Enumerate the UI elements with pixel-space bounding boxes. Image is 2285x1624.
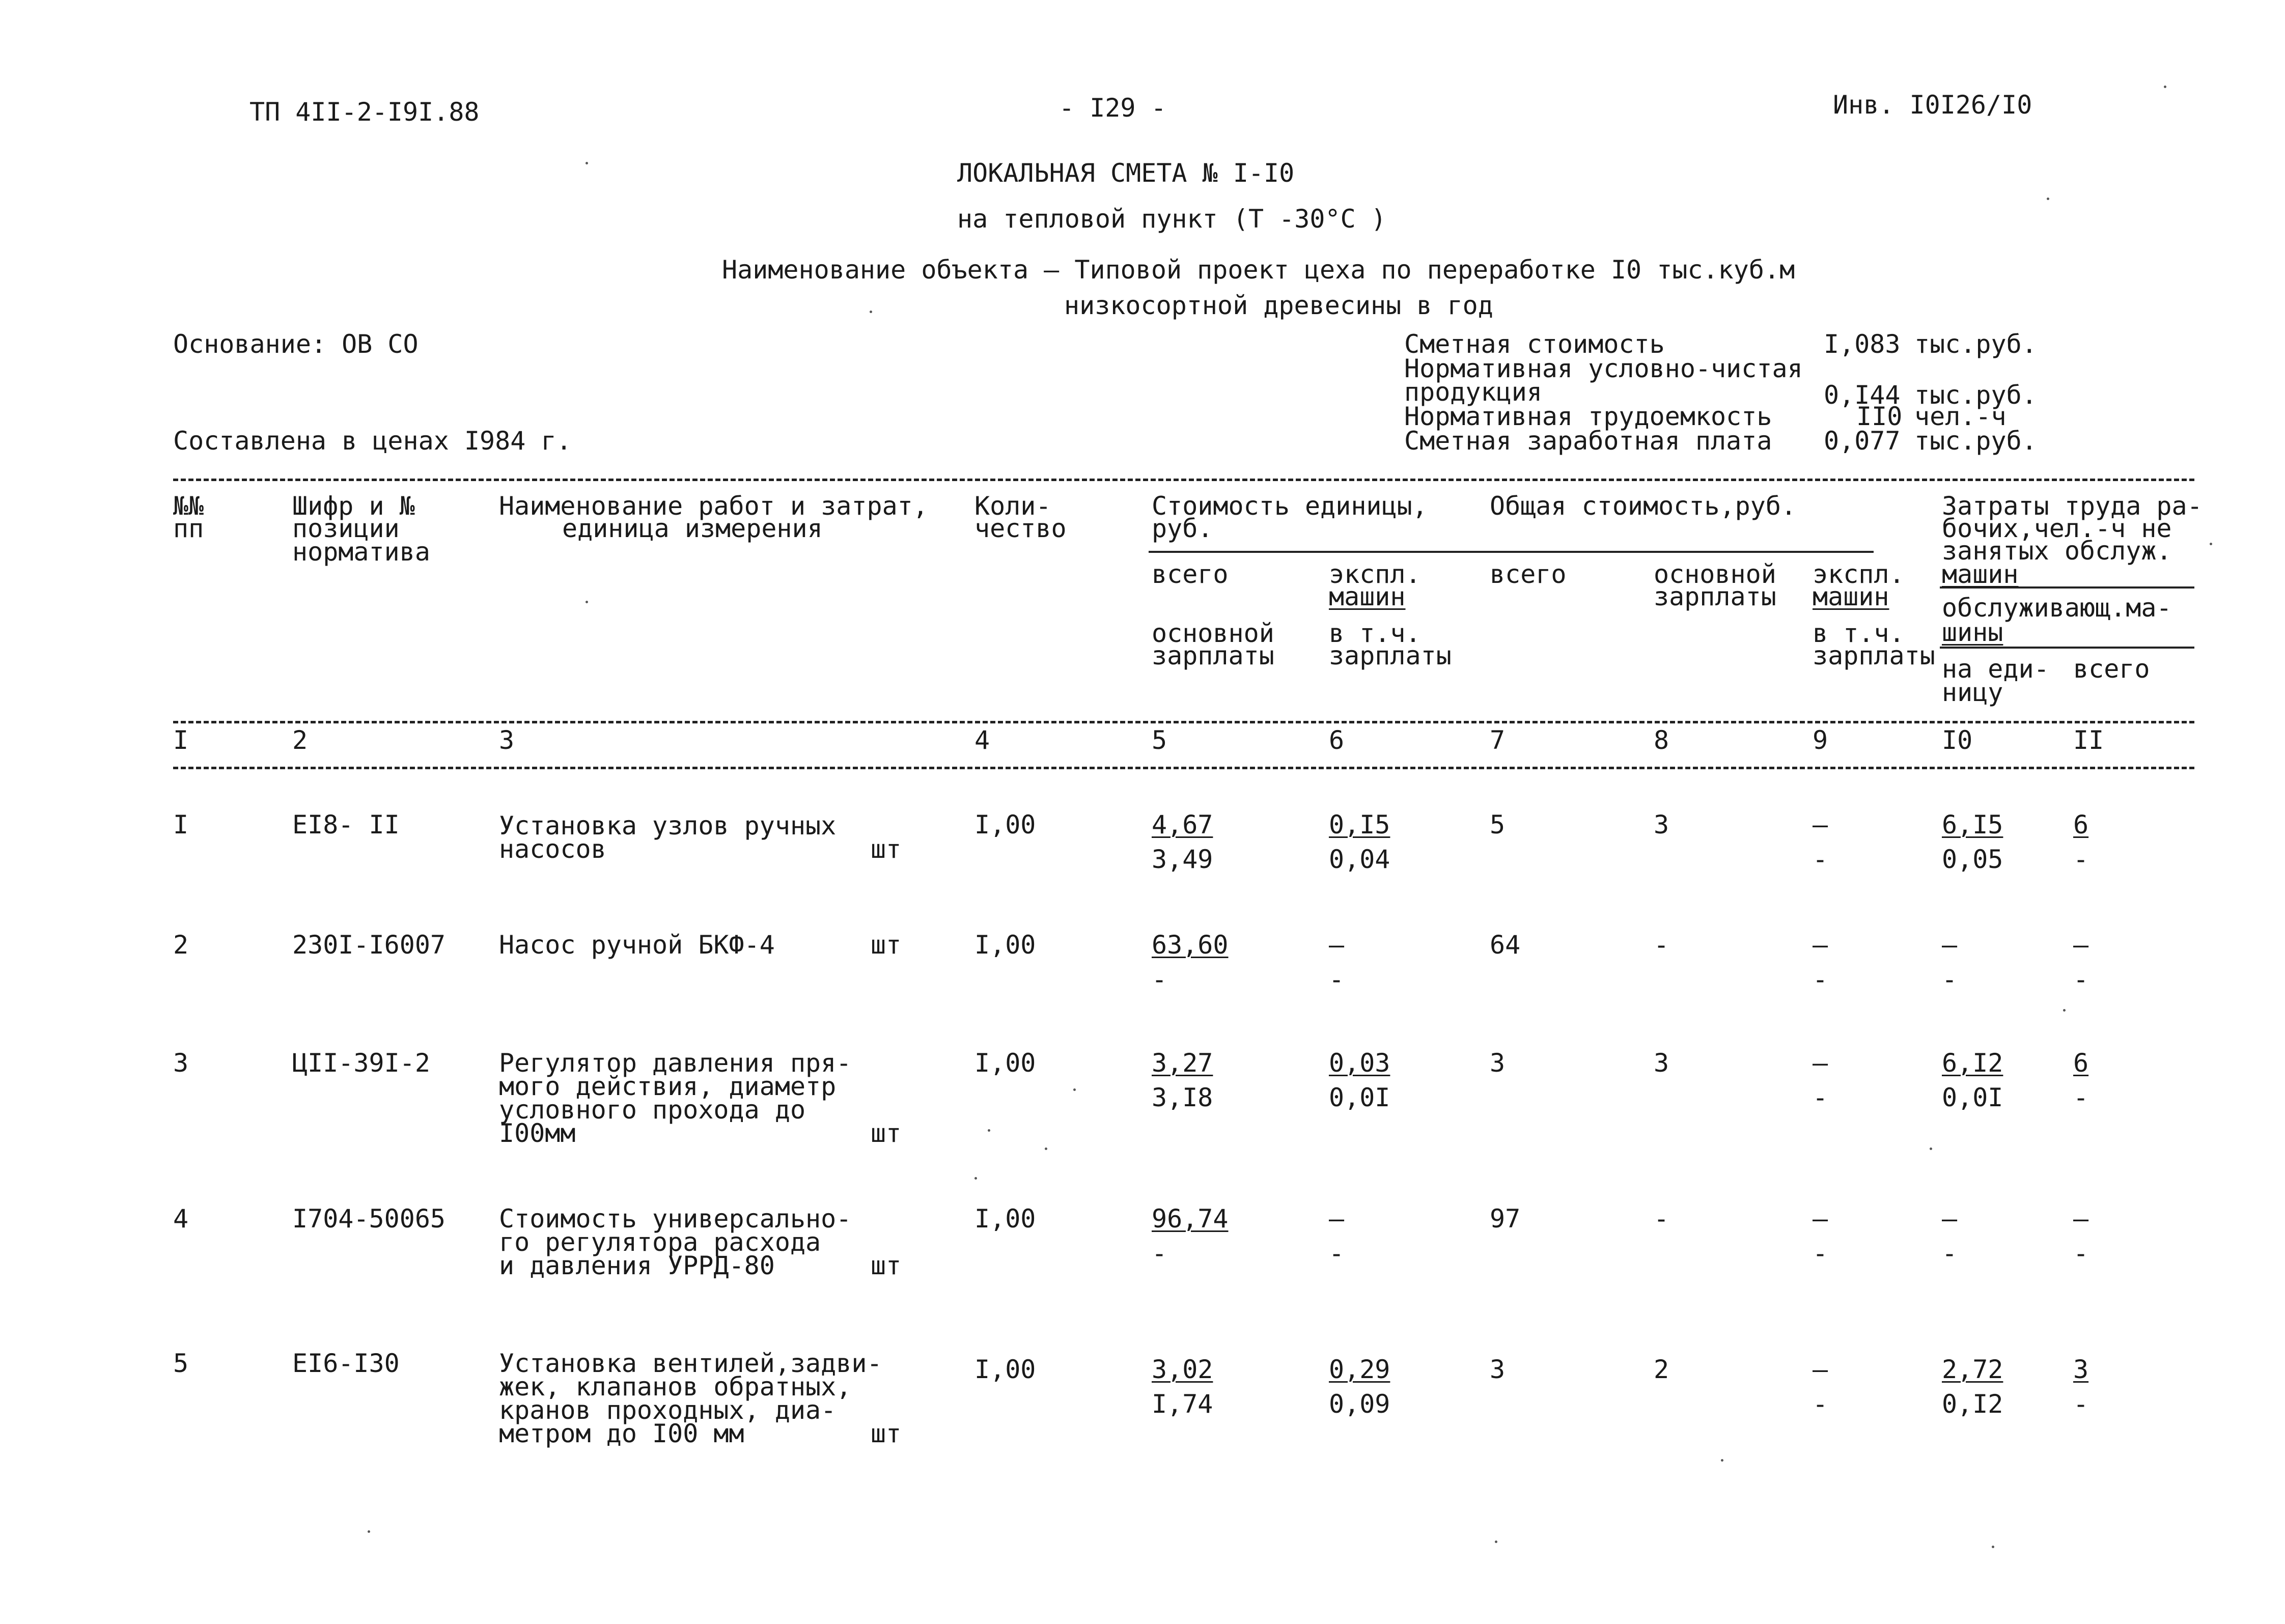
labor-total: –	[2073, 1204, 2089, 1234]
total-salary: 3	[1654, 810, 1669, 839]
row-name-line: Установка узлов ручных	[499, 811, 837, 841]
labor-total: 3	[2073, 1355, 2089, 1384]
row-name-line: мого действия, диаметр	[499, 1072, 837, 1101]
total-cost-header: Общая стоимость,руб.	[1490, 491, 1797, 521]
unit-cost-machine-salary: -	[1329, 965, 1345, 994]
summary-unit: тыс.руб.	[1914, 329, 2037, 359]
unit-cost-machines: 0,03	[1329, 1048, 1390, 1078]
unit-cost-machine-salary: 0,0I	[1329, 1083, 1390, 1112]
total-machines: –	[1813, 930, 1828, 960]
total-machine-salary: -	[1813, 845, 1828, 874]
service-total: -	[2073, 1083, 2089, 1112]
unit-machines-header: машин	[1329, 582, 1406, 611]
row-qty: I,00	[974, 1048, 1036, 1078]
col-code-header: норматива	[292, 537, 430, 567]
row-qty: I,00	[974, 1355, 1036, 1384]
summary-value: II0	[1856, 402, 1903, 431]
unit-cost-header: Стоимость единицы,	[1152, 491, 1428, 521]
total-machines: –	[1813, 1355, 1828, 1384]
unit-machines-header: экспл.	[1329, 559, 1421, 589]
column-number: 7	[1490, 725, 1506, 755]
row-name-line: кранов проходных, диа-	[499, 1395, 837, 1425]
service-per-unit: 0,I2	[1942, 1389, 2003, 1419]
summary-value: 0,077	[1824, 426, 1901, 456]
scan-speck	[988, 1129, 990, 1132]
row-unit: шт	[871, 834, 902, 864]
unit-cost-total: 63,60	[1152, 930, 1229, 960]
unit-incl-salary-header: зарплаты	[1329, 641, 1452, 670]
row-unit: шт	[871, 1251, 902, 1280]
service-total: -	[2073, 845, 2089, 874]
labor-header: занятых обслуж.	[1942, 536, 2172, 566]
object-name-line2: низкосортной древесины в год	[1064, 291, 1493, 320]
labor-total: 6	[2073, 810, 2089, 839]
column-number: 6	[1329, 725, 1345, 755]
unit-cost-machines: –	[1329, 1204, 1345, 1234]
row-unit: шт	[871, 1118, 902, 1148]
scan-speck	[1495, 1541, 1497, 1543]
header-bottom-rule	[173, 721, 2194, 723]
labor-total: 6	[2073, 1048, 2089, 1078]
row-name-line: I00мм	[499, 1118, 576, 1148]
labor-per-unit: –	[1942, 1204, 1958, 1234]
row-name-line: насосов	[499, 834, 606, 864]
total-salary-header: зарплаты	[1654, 582, 1776, 611]
col-name-header: Наименование работ и затрат,	[499, 491, 928, 521]
scan-speck	[2063, 1009, 2066, 1012]
row-code: EI8- II	[292, 810, 400, 839]
row-qty: I,00	[974, 1204, 1036, 1234]
column-number: I	[173, 725, 189, 755]
row-name-line: го регулятора расхода	[499, 1227, 821, 1257]
row-number: I	[173, 810, 189, 839]
unit-salary-header: основной	[1152, 619, 1274, 648]
total-machines-header: экспл.	[1813, 559, 1905, 589]
unit-cost-salary: I,74	[1152, 1389, 1213, 1419]
scan-speck	[1045, 1147, 1047, 1150]
row-name-line: Установка вентилей,задви-	[499, 1349, 882, 1378]
summary-value: I,083	[1824, 329, 1901, 359]
summary-value: 0,I44	[1824, 380, 1901, 410]
unit-cost-machines: –	[1329, 930, 1345, 960]
colnum-bottom-rule	[173, 767, 2194, 769]
total-salary: 2	[1654, 1355, 1669, 1384]
per-unit-header: ницу	[1942, 678, 2003, 707]
scan-speck	[2210, 543, 2212, 545]
column-number: 4	[974, 725, 990, 755]
service-per-unit: 0,0I	[1942, 1083, 2003, 1112]
column-number: 8	[1654, 725, 1669, 755]
total-salary: -	[1654, 1204, 1669, 1234]
scan-speck	[1073, 1088, 1076, 1091]
row-name-line: Регулятор давления пря-	[499, 1048, 852, 1078]
total-cost: 97	[1490, 1204, 1521, 1234]
total-salary: 3	[1654, 1048, 1669, 1078]
row-name-line: и давления УРРД-80	[499, 1251, 775, 1280]
total-machine-salary: -	[1813, 1389, 1828, 1419]
unit-cost-total: 3,27	[1152, 1048, 1213, 1078]
estimate-subtitle: на тепловой пункт (Т -30°С )	[957, 204, 1386, 234]
service-total: -	[2073, 965, 2089, 994]
summary-unit: тыс.руб.	[1914, 380, 2037, 410]
doc-code: ТП 4II-2-I9I.88	[249, 97, 480, 127]
unit-cost-total: 96,74	[1152, 1204, 1229, 1234]
summary-unit: тыс.руб.	[1914, 426, 2037, 456]
unit-cost-salary: -	[1152, 1239, 1167, 1268]
row-name-line: жек, клапанов обратных,	[499, 1372, 852, 1402]
scan-speck	[2164, 86, 2166, 88]
unit-salary-header: зарплаты	[1152, 641, 1274, 670]
row-code: EI6-I30	[292, 1349, 400, 1378]
scan-speck	[2047, 198, 2049, 200]
column-number: 3	[499, 725, 515, 755]
scan-speck	[586, 162, 588, 164]
estimate-title: ЛОКАЛЬНАЯ СМЕТА № I-I0	[957, 158, 1295, 188]
basis-text: Основание: ОВ СО	[173, 329, 419, 359]
column-number: 2	[292, 725, 308, 755]
col-num-header: пп	[173, 514, 204, 543]
labor-per-unit: –	[1942, 930, 1958, 960]
total-incl-salary-header: в т.ч.	[1813, 619, 1905, 648]
total-cost: 3	[1490, 1048, 1506, 1078]
row-qty: I,00	[974, 930, 1036, 960]
unit-cost-salary: -	[1152, 965, 1167, 994]
unit-cost-machines: 0,29	[1329, 1355, 1390, 1384]
row-name-line: условного прохода до	[499, 1095, 806, 1125]
summary-label: Нормативная условно-чистая	[1404, 354, 1803, 383]
column-number: II	[2073, 725, 2104, 755]
row-qty: I,00	[974, 810, 1036, 839]
unit-cost-salary: 3,49	[1152, 845, 1213, 874]
unit-cost-total: 3,02	[1152, 1355, 1213, 1384]
labor-header: бочих,чел.-ч не	[1942, 514, 2172, 543]
unit-cost-machine-salary: -	[1329, 1239, 1345, 1268]
unit-cost-machine-salary: 0,04	[1329, 845, 1390, 874]
summary-label: Сметная стоимость	[1404, 329, 1665, 359]
labor-per-unit: 6,I5	[1942, 810, 2003, 839]
row-name-line: метром до I00 мм	[499, 1419, 744, 1448]
scan-speck	[368, 1530, 370, 1533]
unit-cost-machines: 0,I5	[1329, 810, 1390, 839]
summary-unit: чел.-ч	[1914, 402, 2007, 431]
total-cost: 5	[1490, 810, 1506, 839]
summary-label: Нормативная трудоемкость	[1404, 402, 1772, 431]
row-unit: шт	[871, 930, 902, 960]
total-cost: 64	[1490, 930, 1521, 960]
col-qty-header: Коли-	[974, 491, 1051, 521]
column-number: I0	[1942, 725, 1973, 755]
row-number: 4	[173, 1204, 189, 1234]
header-rule	[1149, 551, 1874, 553]
total-salary: -	[1654, 930, 1669, 960]
per-unit-header: на еди-	[1942, 654, 2049, 684]
unit-total-header: всего	[1152, 559, 1229, 589]
scan-speck	[1930, 1147, 1932, 1150]
table-top-rule	[173, 479, 2194, 481]
inventory-number: Инв. I0I26/I0	[1833, 90, 2032, 120]
unit-cost-machine-salary: 0,09	[1329, 1389, 1390, 1419]
col-name-header: единица измерения	[562, 514, 823, 543]
service-per-unit: -	[1942, 1239, 1958, 1268]
labor-per-unit: 6,I2	[1942, 1048, 2003, 1078]
service-per-unit: 0,05	[1942, 845, 2003, 874]
total-machines: –	[1813, 810, 1828, 839]
scan-speck	[1992, 1546, 1994, 1548]
total-incl-salary-header: зарплаты	[1813, 641, 1935, 670]
row-name-line: Насос ручной БКФ-4	[499, 930, 775, 960]
page-number: - I29 -	[1059, 93, 1166, 123]
row-code: ЦII-39I-2	[292, 1048, 430, 1078]
row-unit: шт	[871, 1419, 902, 1448]
col-code-header: позиции	[292, 514, 400, 543]
scan-speck	[1721, 1459, 1723, 1462]
labor-total: –	[2073, 930, 2089, 960]
column-number: 9	[1813, 725, 1828, 755]
service-total: -	[2073, 1239, 2089, 1268]
total-machines-header: машин	[1813, 582, 1889, 611]
total-salary-header: основной	[1654, 559, 1776, 589]
unit-cost-header: руб.	[1152, 514, 1213, 543]
service-total: -	[2073, 1389, 2089, 1419]
object-name-line1: Наименование объекта – Типовой проект цеха по переработке I0 тыс.куб.м	[722, 255, 1795, 285]
service-header: шины	[1942, 618, 2003, 647]
unit-cost-total: 4,67	[1152, 810, 1213, 839]
summary-label: Сметная заработная плата	[1404, 426, 1772, 456]
total-all-header: всего	[1490, 559, 1567, 589]
total-machine-salary: -	[1813, 965, 1828, 994]
prices-year: Составлена в ценах I984 г.	[173, 426, 572, 456]
unit-incl-salary-header: в т.ч.	[1329, 619, 1421, 648]
labor-total-header: всего	[2073, 654, 2150, 684]
service-header: обслуживающ.ма-	[1942, 593, 2172, 623]
scan-speck	[974, 1177, 977, 1180]
row-code: I704-50065	[292, 1204, 446, 1234]
row-number: 3	[173, 1048, 189, 1078]
scan-speck	[586, 601, 588, 603]
column-number: 5	[1152, 725, 1167, 755]
total-machines: –	[1813, 1204, 1828, 1234]
row-number: 5	[173, 1349, 189, 1378]
labor-per-unit: 2,72	[1942, 1355, 2003, 1384]
row-code: 230I-I6007	[292, 930, 446, 960]
total-machine-salary: -	[1813, 1083, 1828, 1112]
total-cost: 3	[1490, 1355, 1506, 1384]
total-machine-salary: -	[1813, 1239, 1828, 1268]
row-name-line: Стоимость универсально-	[499, 1204, 852, 1234]
labor-header: Затраты труда ра-	[1942, 491, 2203, 521]
col-code-header: Шифр и №	[292, 491, 415, 521]
summary-label: продукция	[1404, 377, 1542, 407]
row-number: 2	[173, 930, 189, 960]
col-num-header: №№	[173, 491, 204, 521]
scan-speck	[870, 311, 872, 313]
unit-cost-salary: 3,I8	[1152, 1083, 1213, 1112]
col-qty-header: чество	[974, 514, 1067, 543]
total-machines: –	[1813, 1048, 1828, 1078]
service-per-unit: -	[1942, 965, 1958, 994]
labor-header: машин	[1942, 559, 2019, 589]
